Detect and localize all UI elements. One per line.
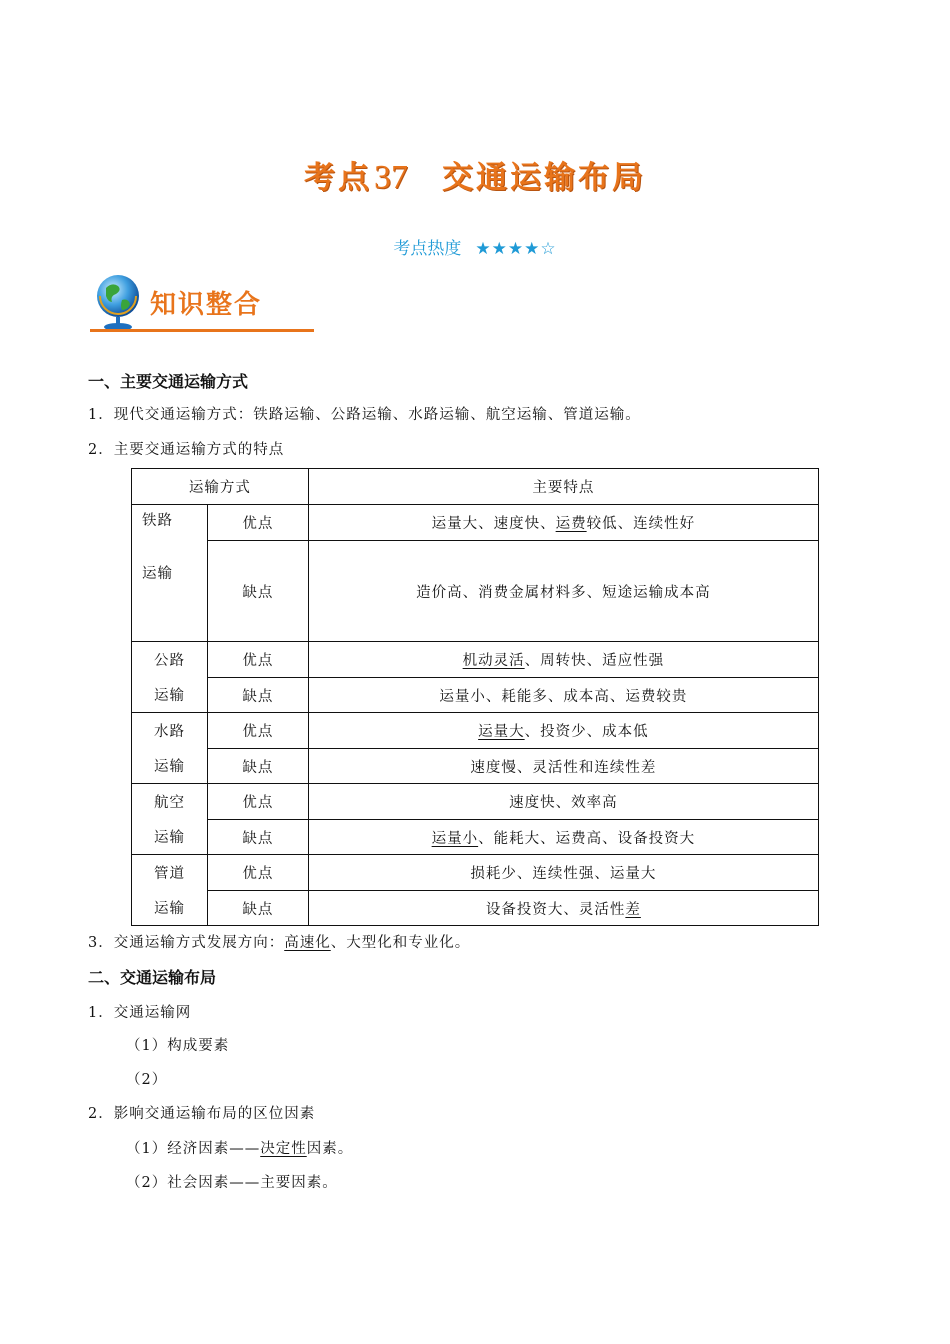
con-label: 缺点 (207, 749, 308, 784)
paragraph-2-1-2: （2） (126, 1072, 168, 1088)
star-rating: ★★★★☆ (475, 239, 557, 259)
con-label: 缺点 (207, 541, 308, 642)
mode-cell (132, 855, 208, 926)
table-row (132, 855, 819, 891)
mode-name: 管道 (153, 866, 185, 882)
pro-label: 优点 (207, 642, 308, 678)
mode-name: 运输 (153, 901, 185, 917)
con-label: 缺点 (207, 820, 308, 855)
table-row (132, 642, 819, 678)
mode-name: 公路 (153, 653, 185, 669)
mode-name: 运输 (153, 759, 185, 775)
table-row (132, 713, 819, 749)
mode-name: 航空 (153, 795, 185, 811)
pro-label: 优点 (207, 784, 308, 820)
pro-text: 速度快、效率高 (308, 784, 818, 820)
paragraph-1-2: 2．主要交通运输方式的特点 (88, 442, 285, 458)
table-header: 运输方式 (132, 469, 309, 505)
table-header: 主要特点 (308, 469, 818, 505)
transport-table (131, 468, 819, 926)
mode-name: 水路 (153, 724, 185, 740)
heat-rating (0, 234, 950, 259)
paragraph-2-2: 2．影响交通运输布局的区位因素 (88, 1106, 316, 1122)
con-label: 缺点 (207, 891, 308, 926)
table-row (132, 820, 819, 855)
table-header-row (132, 469, 819, 505)
con-text: 造价高、消费金属材料多、短途运输成本高 (308, 541, 818, 642)
mode-name: 运输 (153, 688, 185, 704)
mode-name: 运输 (142, 566, 173, 582)
pro-text: 运量大、投资少、成本低 (308, 713, 818, 749)
paragraph-1-3: 3．交通运输方式发展方向：高速化、大型化和专业化。 (88, 935, 471, 951)
con-text: 速度慢、灵活性和连续性差 (308, 749, 818, 784)
heat-label: 考点热度 (393, 239, 462, 259)
section-heading-2: 二、交通运输布局 (88, 968, 217, 987)
mode-name: 运输 (153, 830, 185, 846)
title-prefix: 考点 (304, 160, 372, 196)
badge-underline (90, 329, 314, 332)
paragraph-2-2-1: （1）经济因素——决定性因素。 (126, 1141, 354, 1157)
pro-text: 运量大、速度快、运费较低、连续性好 (308, 505, 818, 541)
pro-text: 损耗少、连续性强、运量大 (308, 855, 818, 891)
con-text: 设备投资大、灵活性差 (308, 891, 818, 926)
paragraph-2-1-1: （1）构成要素 (126, 1038, 230, 1054)
section-badge-label: 知识整合 (150, 290, 263, 320)
mode-name: 铁路 (142, 513, 173, 529)
table-row (132, 678, 819, 713)
paragraph-2-2-2: （2）社会因素——主要因素。 (126, 1175, 338, 1191)
con-text: 运量小、能耗大、运费高、设备投资大 (308, 820, 818, 855)
mode-cell (132, 505, 208, 642)
section-badge (88, 268, 318, 338)
mode-cell (132, 713, 208, 784)
table-row (132, 749, 819, 784)
globe-icon (92, 272, 144, 332)
page-title (0, 152, 950, 197)
paragraph-2-1: 1．交通运输网 (88, 1005, 192, 1021)
title-text: 交通运输布局 (442, 160, 646, 196)
table-row (132, 891, 819, 926)
mode-cell (132, 642, 208, 713)
section-heading-1: 一、主要交通运输方式 (88, 372, 249, 391)
pro-label: 优点 (207, 505, 308, 541)
title-number: 37 (374, 159, 408, 196)
paragraph-1-1: 1．现代交通运输方式：铁路运输、公路运输、水路运输、航空运输、管道运输。 (88, 407, 641, 423)
pro-label: 优点 (207, 855, 308, 891)
pro-label: 优点 (207, 713, 308, 749)
table-row (132, 541, 819, 642)
con-label: 缺点 (207, 678, 308, 713)
pro-text: 机动灵活、周转快、适应性强 (308, 642, 818, 678)
con-text: 运量小、耗能多、成本高、运费较贵 (308, 678, 818, 713)
mode-cell (132, 784, 208, 855)
table-row (132, 505, 819, 541)
table-row (132, 784, 819, 820)
